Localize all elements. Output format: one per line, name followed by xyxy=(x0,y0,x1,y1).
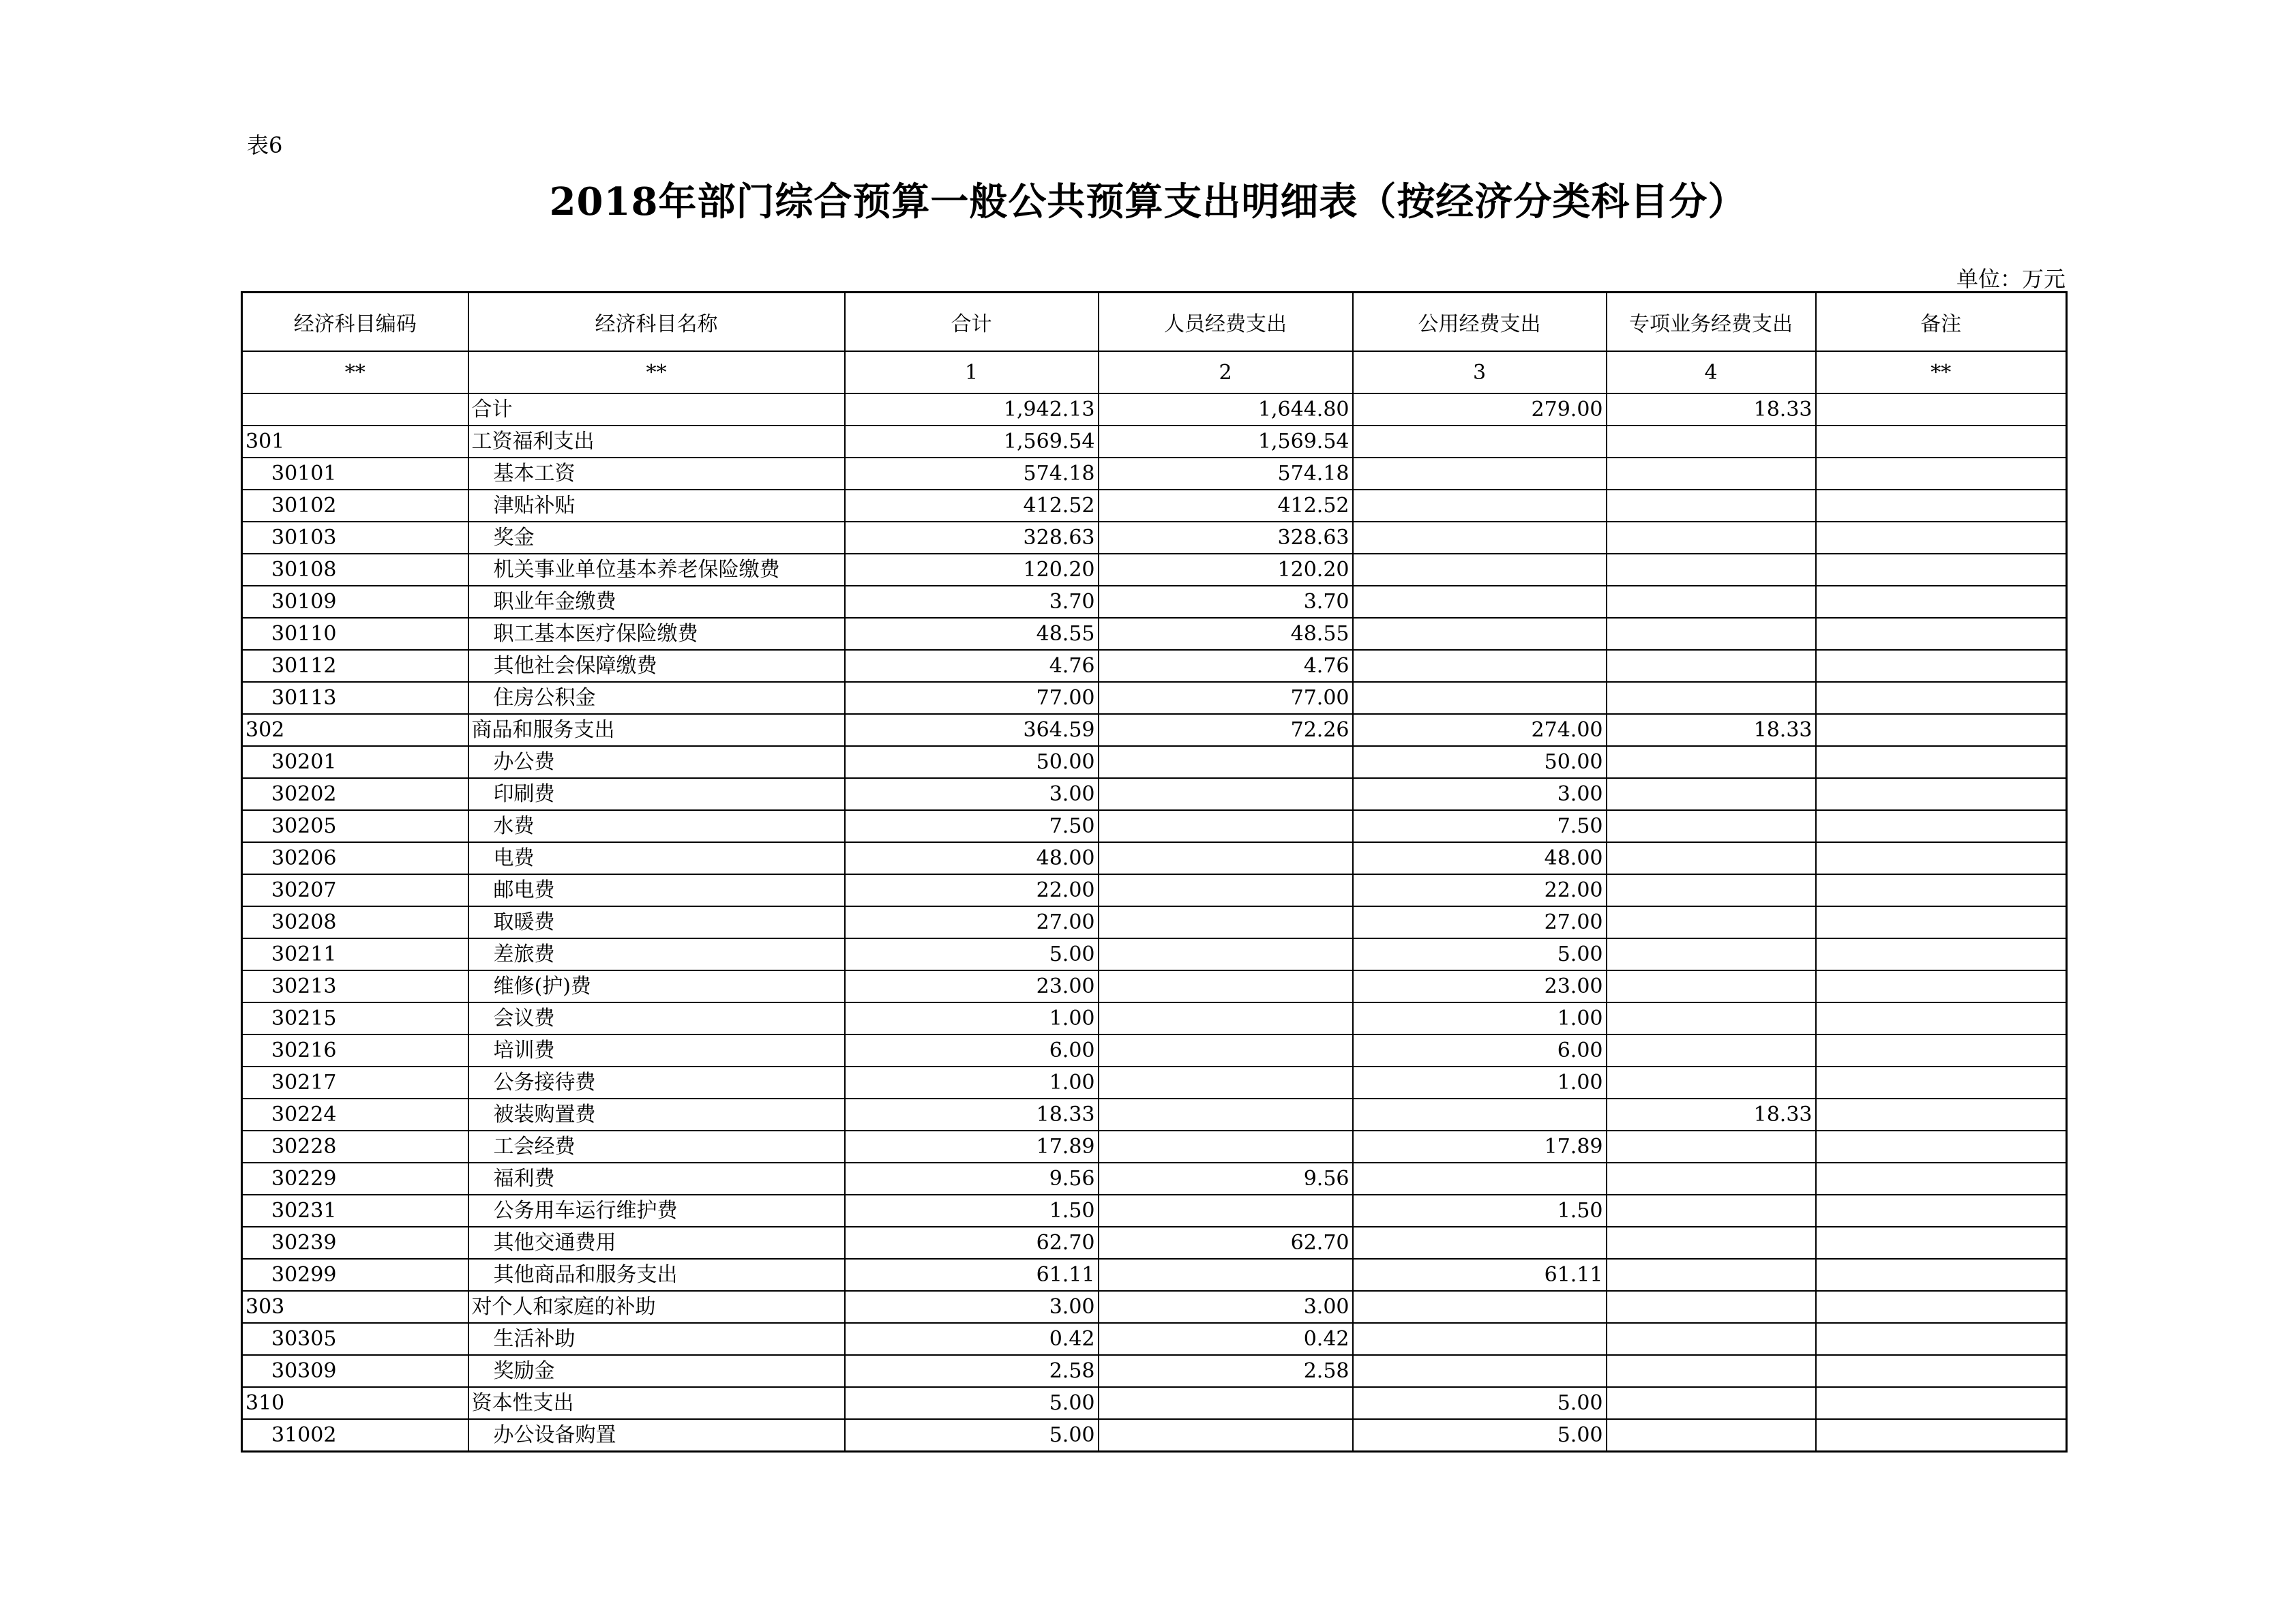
cell-personnel xyxy=(1099,906,1353,938)
cell-name: 其他社会保障缴费 xyxy=(468,650,845,682)
cell-note xyxy=(1816,1034,2067,1067)
cell-special: 18.33 xyxy=(1607,1099,1816,1131)
cell-special xyxy=(1607,1259,1816,1291)
cell-special xyxy=(1607,1419,1816,1452)
cell-public xyxy=(1353,682,1607,714)
table-row xyxy=(242,906,2067,938)
table-row xyxy=(242,586,2067,618)
cell-name: 邮电费 xyxy=(468,874,845,906)
cell-total: 1,569.54 xyxy=(845,426,1099,458)
cell-special xyxy=(1607,874,1816,906)
table-row xyxy=(242,778,2067,810)
cell-note xyxy=(1816,1355,2067,1387)
column-header-note: 备注 xyxy=(1816,293,2067,352)
cell-special xyxy=(1607,682,1816,714)
cell-total: 61.11 xyxy=(845,1259,1099,1291)
table-row xyxy=(242,1131,2067,1163)
cell-personnel: 328.63 xyxy=(1099,522,1353,554)
cell-name: 电费 xyxy=(468,842,845,874)
table-row xyxy=(242,682,2067,714)
cell-code: 30213 xyxy=(242,970,468,1002)
cell-note xyxy=(1816,426,2067,458)
cell-public: 3.00 xyxy=(1353,778,1607,810)
cell-total: 1.00 xyxy=(845,1067,1099,1099)
table-row xyxy=(242,810,2067,842)
table-row xyxy=(242,1259,2067,1291)
cell-total: 22.00 xyxy=(845,874,1099,906)
cell-total: 27.00 xyxy=(845,906,1099,938)
cell-note xyxy=(1816,1099,2067,1131)
cell-personnel xyxy=(1099,842,1353,874)
cell-personnel xyxy=(1099,1002,1353,1034)
cell-personnel xyxy=(1099,1387,1353,1419)
cell-note xyxy=(1816,1163,2067,1195)
cell-special xyxy=(1607,586,1816,618)
cell-note xyxy=(1816,1291,2067,1323)
cell-public: 48.00 xyxy=(1353,842,1607,874)
cell-note xyxy=(1816,393,2067,426)
cell-name: 资本性支出 xyxy=(468,1387,845,1419)
cell-note xyxy=(1816,1259,2067,1291)
cell-name: 对个人和家庭的补助 xyxy=(468,1291,845,1323)
cell-code: 30206 xyxy=(242,842,468,874)
cell-public xyxy=(1353,1163,1607,1195)
column-header-public: 公用经费支出 xyxy=(1353,293,1607,352)
cell-name: 公务接待费 xyxy=(468,1067,845,1099)
cell-total: 62.70 xyxy=(845,1227,1099,1259)
cell-special xyxy=(1607,426,1816,458)
table-row xyxy=(242,1034,2067,1067)
cell-total: 3.00 xyxy=(845,778,1099,810)
cell-personnel xyxy=(1099,970,1353,1002)
cell-public: 6.00 xyxy=(1353,1034,1607,1067)
cell-total: 4.76 xyxy=(845,650,1099,682)
cell-special xyxy=(1607,1323,1816,1355)
cell-personnel: 4.76 xyxy=(1099,650,1353,682)
cell-public xyxy=(1353,458,1607,490)
cell-name: 会议费 xyxy=(468,1002,845,1034)
column-header-personnel: 人员经费支出 xyxy=(1099,293,1353,352)
cell-code: 30102 xyxy=(242,490,468,522)
cell-code: 303 xyxy=(242,1291,468,1323)
index-cell: ** xyxy=(242,351,468,393)
cell-personnel xyxy=(1099,1195,1353,1227)
cell-personnel: 1,644.80 xyxy=(1099,393,1353,426)
cell-public: 22.00 xyxy=(1353,874,1607,906)
cell-special: 18.33 xyxy=(1607,714,1816,746)
cell-public: 61.11 xyxy=(1353,1259,1607,1291)
table-row xyxy=(242,1067,2067,1099)
cell-name: 公务用车运行维护费 xyxy=(468,1195,845,1227)
cell-public: 279.00 xyxy=(1353,393,1607,426)
cell-code: 30229 xyxy=(242,1163,468,1195)
cell-special xyxy=(1607,778,1816,810)
cell-special xyxy=(1607,1163,1816,1195)
table-row xyxy=(242,522,2067,554)
cell-special xyxy=(1607,1002,1816,1034)
cell-special xyxy=(1607,554,1816,586)
cell-personnel: 3.00 xyxy=(1099,1291,1353,1323)
cell-name: 商品和服务支出 xyxy=(468,714,845,746)
cell-note xyxy=(1816,458,2067,490)
cell-personnel xyxy=(1099,1067,1353,1099)
cell-special xyxy=(1607,490,1816,522)
header-row xyxy=(242,293,2067,352)
cell-code: 30231 xyxy=(242,1195,468,1227)
cell-name: 基本工资 xyxy=(468,458,845,490)
cell-name: 福利费 xyxy=(468,1163,845,1195)
cell-total: 1.00 xyxy=(845,1002,1099,1034)
cell-special xyxy=(1607,522,1816,554)
cell-code: 30109 xyxy=(242,586,468,618)
cell-note xyxy=(1816,842,2067,874)
cell-name: 其他商品和服务支出 xyxy=(468,1259,845,1291)
cell-public xyxy=(1353,1291,1607,1323)
cell-public xyxy=(1353,1323,1607,1355)
cell-special xyxy=(1607,1034,1816,1067)
cell-personnel xyxy=(1099,1419,1353,1452)
cell-total: 18.33 xyxy=(845,1099,1099,1131)
table-row xyxy=(242,874,2067,906)
cell-total: 50.00 xyxy=(845,746,1099,778)
cell-personnel xyxy=(1099,778,1353,810)
cell-name: 差旅费 xyxy=(468,938,845,970)
cell-code: 30110 xyxy=(242,618,468,650)
cell-public: 1.50 xyxy=(1353,1195,1607,1227)
cell-personnel xyxy=(1099,1099,1353,1131)
cell-note xyxy=(1816,1419,2067,1452)
cell-total: 9.56 xyxy=(845,1163,1099,1195)
cell-public: 1.00 xyxy=(1353,1067,1607,1099)
cell-public: 5.00 xyxy=(1353,938,1607,970)
cell-total: 3.00 xyxy=(845,1291,1099,1323)
cell-total: 412.52 xyxy=(845,490,1099,522)
cell-note xyxy=(1816,1227,2067,1259)
cell-personnel: 72.26 xyxy=(1099,714,1353,746)
cell-personnel: 574.18 xyxy=(1099,458,1353,490)
cell-public xyxy=(1353,426,1607,458)
cell-personnel xyxy=(1099,938,1353,970)
cell-code: 310 xyxy=(242,1387,468,1419)
table-row xyxy=(242,1419,2067,1452)
cell-personnel: 62.70 xyxy=(1099,1227,1353,1259)
index-cell: 1 xyxy=(845,351,1099,393)
cell-public: 7.50 xyxy=(1353,810,1607,842)
cell-special xyxy=(1607,970,1816,1002)
table-number: 表6 xyxy=(247,132,283,158)
table-row xyxy=(242,426,2067,458)
cell-name: 生活补助 xyxy=(468,1323,845,1355)
table-row xyxy=(242,1227,2067,1259)
cell-special xyxy=(1607,810,1816,842)
cell-note xyxy=(1816,1067,2067,1099)
cell-name: 印刷费 xyxy=(468,778,845,810)
cell-public: 5.00 xyxy=(1353,1387,1607,1419)
cell-name: 取暖费 xyxy=(468,906,845,938)
cell-note xyxy=(1816,1002,2067,1034)
column-header-total: 合计 xyxy=(845,293,1099,352)
cell-total: 48.00 xyxy=(845,842,1099,874)
cell-public: 5.00 xyxy=(1353,1419,1607,1452)
cell-name: 津贴补贴 xyxy=(468,490,845,522)
cell-name: 水费 xyxy=(468,810,845,842)
cell-public: 17.89 xyxy=(1353,1131,1607,1163)
cell-code: 30224 xyxy=(242,1099,468,1131)
table-row xyxy=(242,1387,2067,1419)
cell-name: 工会经费 xyxy=(468,1131,845,1163)
cell-public xyxy=(1353,490,1607,522)
cell-name: 奖金 xyxy=(468,522,845,554)
column-header-name: 经济科目名称 xyxy=(468,293,845,352)
cell-code: 30205 xyxy=(242,810,468,842)
cell-code: 30217 xyxy=(242,1067,468,1099)
cell-code: 30108 xyxy=(242,554,468,586)
cell-note xyxy=(1816,746,2067,778)
cell-name: 住房公积金 xyxy=(468,682,845,714)
cell-personnel xyxy=(1099,746,1353,778)
cell-note xyxy=(1816,1387,2067,1419)
cell-personnel xyxy=(1099,1131,1353,1163)
cell-public xyxy=(1353,1099,1607,1131)
cell-special xyxy=(1607,1355,1816,1387)
cell-code: 30228 xyxy=(242,1131,468,1163)
index-cell: 2 xyxy=(1099,351,1353,393)
cell-total: 328.63 xyxy=(845,522,1099,554)
table-row xyxy=(242,1163,2067,1195)
cell-total: 5.00 xyxy=(845,938,1099,970)
cell-name: 培训费 xyxy=(468,1034,845,1067)
cell-code: 30113 xyxy=(242,682,468,714)
cell-personnel xyxy=(1099,810,1353,842)
cell-note xyxy=(1816,938,2067,970)
table-row xyxy=(242,554,2067,586)
cell-total: 1.50 xyxy=(845,1195,1099,1227)
cell-note xyxy=(1816,1323,2067,1355)
table-row xyxy=(242,842,2067,874)
cell-personnel: 412.52 xyxy=(1099,490,1353,522)
cell-code: 31002 xyxy=(242,1419,468,1452)
index-row xyxy=(242,351,2067,393)
cell-personnel: 0.42 xyxy=(1099,1323,1353,1355)
cell-public xyxy=(1353,1227,1607,1259)
cell-public xyxy=(1353,1355,1607,1387)
cell-public xyxy=(1353,650,1607,682)
cell-personnel: 3.70 xyxy=(1099,586,1353,618)
cell-code: 30208 xyxy=(242,906,468,938)
cell-code: 30112 xyxy=(242,650,468,682)
cell-total: 574.18 xyxy=(845,458,1099,490)
cell-name: 合计 xyxy=(468,393,845,426)
cell-total: 6.00 xyxy=(845,1034,1099,1067)
cell-total: 5.00 xyxy=(845,1419,1099,1452)
cell-note xyxy=(1816,906,2067,938)
cell-total: 120.20 xyxy=(845,554,1099,586)
table-row xyxy=(242,1355,2067,1387)
cell-special xyxy=(1607,1067,1816,1099)
cell-personnel: 77.00 xyxy=(1099,682,1353,714)
cell-special xyxy=(1607,842,1816,874)
cell-code: 30239 xyxy=(242,1227,468,1259)
document-title: 2018年部门综合预算一般公共预算支出明细表（按经济分类科目分） xyxy=(549,179,1747,224)
table-row xyxy=(242,618,2067,650)
cell-total: 17.89 xyxy=(845,1131,1099,1163)
table-row xyxy=(242,1002,2067,1034)
cell-code: 30101 xyxy=(242,458,468,490)
cell-code: 30215 xyxy=(242,1002,468,1034)
index-cell: 3 xyxy=(1353,351,1607,393)
cell-total: 7.50 xyxy=(845,810,1099,842)
cell-note xyxy=(1816,1195,2067,1227)
cell-public xyxy=(1353,618,1607,650)
cell-code: 30201 xyxy=(242,746,468,778)
index-cell: ** xyxy=(1816,351,2067,393)
table-row xyxy=(242,938,2067,970)
cell-code: 30211 xyxy=(242,938,468,970)
table-row xyxy=(242,1291,2067,1323)
cell-note xyxy=(1816,554,2067,586)
cell-special: 18.33 xyxy=(1607,393,1816,426)
cell-special xyxy=(1607,906,1816,938)
table-row xyxy=(242,490,2067,522)
cell-total: 2.58 xyxy=(845,1355,1099,1387)
cell-special xyxy=(1607,618,1816,650)
cell-code: 301 xyxy=(242,426,468,458)
column-header-code: 经济科目编码 xyxy=(242,293,468,352)
cell-special xyxy=(1607,1195,1816,1227)
cell-personnel: 48.55 xyxy=(1099,618,1353,650)
cell-public: 27.00 xyxy=(1353,906,1607,938)
table-row xyxy=(242,458,2067,490)
table-row xyxy=(242,1099,2067,1131)
cell-code: 30103 xyxy=(242,522,468,554)
table-body xyxy=(242,393,2067,1452)
cell-name: 其他交通费用 xyxy=(468,1227,845,1259)
index-cell: ** xyxy=(468,351,845,393)
cell-total: 48.55 xyxy=(845,618,1099,650)
table-row xyxy=(242,1195,2067,1227)
cell-name: 机关事业单位基本养老保险缴费 xyxy=(468,554,845,586)
cell-personnel: 1,569.54 xyxy=(1099,426,1353,458)
column-header-special: 专项业务经费支出 xyxy=(1607,293,1816,352)
table-row xyxy=(242,746,2067,778)
cell-special xyxy=(1607,938,1816,970)
cell-personnel xyxy=(1099,1259,1353,1291)
table-row xyxy=(242,970,2067,1002)
budget-table xyxy=(241,291,2068,1453)
cell-special xyxy=(1607,650,1816,682)
cell-special xyxy=(1607,1291,1816,1323)
cell-personnel: 9.56 xyxy=(1099,1163,1353,1195)
cell-code: 30202 xyxy=(242,778,468,810)
cell-special xyxy=(1607,1131,1816,1163)
cell-code: 302 xyxy=(242,714,468,746)
cell-special xyxy=(1607,746,1816,778)
cell-personnel: 120.20 xyxy=(1099,554,1353,586)
cell-public: 1.00 xyxy=(1353,1002,1607,1034)
cell-code: 30305 xyxy=(242,1323,468,1355)
cell-personnel: 2.58 xyxy=(1099,1355,1353,1387)
cell-code xyxy=(242,393,468,426)
cell-name: 维修(护)费 xyxy=(468,970,845,1002)
cell-name: 办公设备购置 xyxy=(468,1419,845,1452)
cell-name: 工资福利支出 xyxy=(468,426,845,458)
cell-total: 0.42 xyxy=(845,1323,1099,1355)
cell-note xyxy=(1816,970,2067,1002)
cell-note xyxy=(1816,874,2067,906)
cell-note xyxy=(1816,714,2067,746)
cell-note xyxy=(1816,778,2067,810)
table-row xyxy=(242,650,2067,682)
cell-name: 奖励金 xyxy=(468,1355,845,1387)
cell-code: 30216 xyxy=(242,1034,468,1067)
table-row xyxy=(242,1323,2067,1355)
cell-total: 77.00 xyxy=(845,682,1099,714)
cell-code: 30309 xyxy=(242,1355,468,1387)
cell-note xyxy=(1816,810,2067,842)
cell-note xyxy=(1816,1131,2067,1163)
cell-personnel xyxy=(1099,1034,1353,1067)
cell-note xyxy=(1816,650,2067,682)
index-cell: 4 xyxy=(1607,351,1816,393)
cell-total: 1,942.13 xyxy=(845,393,1099,426)
cell-note xyxy=(1816,682,2067,714)
cell-note xyxy=(1816,586,2067,618)
cell-code: 30207 xyxy=(242,874,468,906)
cell-special xyxy=(1607,458,1816,490)
cell-total: 364.59 xyxy=(845,714,1099,746)
cell-name: 办公费 xyxy=(468,746,845,778)
cell-name: 职工基本医疗保险缴费 xyxy=(468,618,845,650)
cell-total: 3.70 xyxy=(845,586,1099,618)
cell-name: 职业年金缴费 xyxy=(468,586,845,618)
cell-public: 50.00 xyxy=(1353,746,1607,778)
cell-note xyxy=(1816,522,2067,554)
cell-public: 274.00 xyxy=(1353,714,1607,746)
cell-public xyxy=(1353,522,1607,554)
cell-public: 23.00 xyxy=(1353,970,1607,1002)
cell-note xyxy=(1816,618,2067,650)
cell-total: 5.00 xyxy=(845,1387,1099,1419)
table-row xyxy=(242,714,2067,746)
cell-special xyxy=(1607,1227,1816,1259)
cell-public xyxy=(1353,554,1607,586)
unit-label: 单位：万元 xyxy=(1956,266,2066,292)
cell-code: 30299 xyxy=(242,1259,468,1291)
cell-special xyxy=(1607,1387,1816,1419)
cell-name: 被装购置费 xyxy=(468,1099,845,1131)
cell-personnel xyxy=(1099,874,1353,906)
table-row xyxy=(242,393,2067,426)
cell-note xyxy=(1816,490,2067,522)
cell-public xyxy=(1353,586,1607,618)
cell-total: 23.00 xyxy=(845,970,1099,1002)
